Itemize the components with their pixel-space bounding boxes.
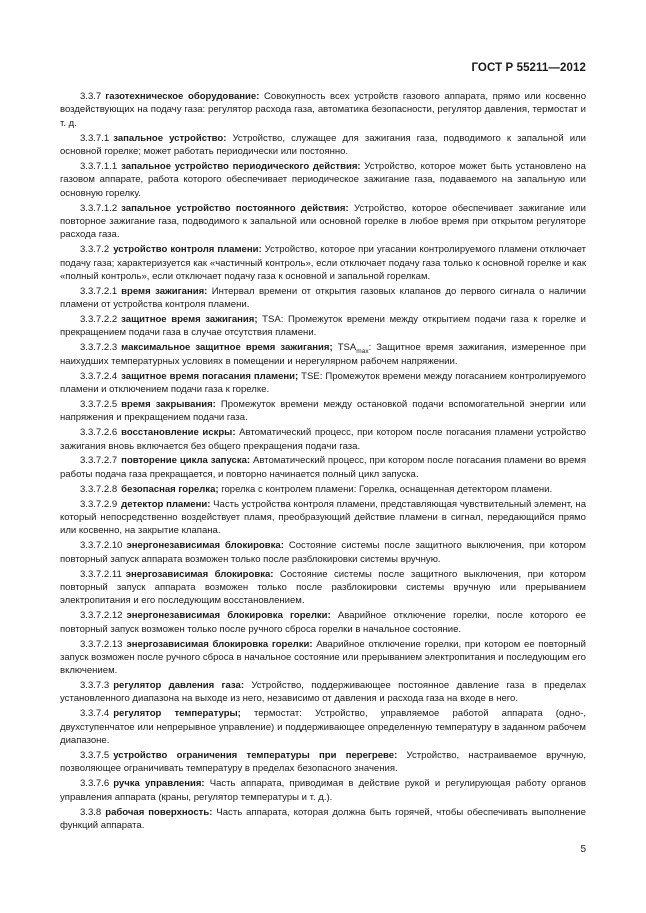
term-definition: горелка с контролем пламени: Горелка, оснащенная детектором пламени. [218, 483, 553, 495]
term-definition: Состояние системы после защитного выключения, при котором повторный запуск аппарата возможен только после разблокировки системы вручную или прерыванием электропитания и его последующим восстановлением. [60, 568, 586, 607]
term-definition: Устройство, настраиваемое вручную, позволяющее ограничивать температуру в пределах безопасного значения. [60, 750, 586, 775]
term-name: устройство ограничения температуры при перегреве: [113, 750, 398, 762]
term-number: 3.3.7.4 [80, 708, 110, 720]
term-number: 3.3.7.2 [80, 244, 110, 256]
term-definition: Промежуток времени между остановкой подачи вспомогательной энергии или напряжения и прекращением подачи газа. [60, 398, 586, 424]
term-symbol-subscript: max [356, 348, 369, 356]
term-definition: TSE: Промежуток времени между погасанием контролируемого пламени и отключением подачи газа к горелке. [60, 370, 586, 395]
term-number: 3.3.7.2.8 [80, 483, 118, 495]
term-entry [60, 90, 586, 130]
document-header: ГОСТ Р 55211—2012 [471, 62, 586, 74]
term-entry [60, 777, 586, 804]
term-number: 3.3.7.2.12 [80, 610, 123, 622]
term-number: 3.3.7.2.9 [80, 498, 118, 510]
term-definition: Совокупность всех устройств газового аппарата, прямо или косвенно воздействующих на подачу газа: регулятор расхода газа, автоматика безопасности, регулятор давления, термостат и т. д. [60, 91, 586, 129]
term-symbol: TSA [332, 342, 357, 354]
term-name: защитное время зажигания; [121, 314, 258, 326]
term-entry [60, 707, 586, 747]
term-entry [60, 398, 586, 425]
term-number: 3.3.7.2.10 [80, 540, 123, 552]
term-entry [60, 483, 586, 496]
term-definition: TSA: Промежуток времени между открытием подачи газа к горелке и прекращением подачи газа в случае отсутствия пламени. [60, 314, 587, 339]
term-entry [60, 313, 586, 340]
term-name: повторение цикла запуска: [121, 455, 251, 467]
term-definition: Устройство, которое при угасании контролируемого пламени отключает подачу газа; характеризуется как «частичный контроль», если отключает подачу газа только к основной горелке и как «полный контроль», если отключает подачу газа к основной и запальной горелкам. [60, 244, 586, 282]
term-entry [60, 806, 586, 833]
term-definition: Часть аппарата, приводимая в действие рукой и регулирующая работу органов управления аппарата (краны, регулятор температуры и т. д.). [60, 778, 586, 803]
term-number: 3.3.7.2.1 [80, 285, 118, 297]
term-name: безопасная горелка; [121, 483, 219, 495]
term-definition: Аварийное отключение горелки, после которого ее повторный запуск возможен только после ручного сброса горелки в начальное состояние. [60, 610, 586, 635]
term-definition: Интервал времени от открытия газовых клапанов до первого сигнала о наличии пламени от устройства контроля пламени. [60, 285, 586, 311]
term-name: время закрывания: [121, 398, 216, 410]
term-entry [60, 539, 586, 566]
term-definition: Устройство, поддерживающее постоянное давление газа в пределах установленного диапазона на выходе из него, независимо от давления и расхода газа на входе в него. [60, 680, 586, 705]
term-definition: Часть аппарата, которая должна быть горячей, чтобы обеспечивать выполнение функций аппарата. [60, 806, 586, 831]
term-name: энергозависимая блокировка: [125, 568, 274, 580]
term-entry [60, 498, 586, 538]
term-definition: Аварийное отключение горелки, при котором ее повторный запуск возможен после ручного сброса в начальное состояние или прерыванием электропитания и последующим его включением. [60, 638, 586, 677]
term-name: энергонезависимая блокировка горелки: [126, 610, 331, 622]
term-name: максимальное защитное время зажигания; [121, 342, 333, 354]
term-number: 3.3.8 [80, 806, 102, 818]
term-entry [60, 285, 586, 312]
term-number: 3.3.7.2.13 [80, 638, 123, 650]
term-definition: термостат: Устройство, управляемое работой аппарата (одно-, двухступенчатое или непрерывное управление) и поддерживающее определенную температуру в заданном рабочем диапазоне. [60, 708, 586, 747]
term-entry [60, 454, 586, 481]
term-name: устройство контроля пламени: [113, 244, 262, 256]
page-number: 5 [580, 844, 586, 855]
term-number: 3.3.7.1.1 [80, 160, 118, 172]
term-name: энергозависимая блокировка горелки: [126, 638, 313, 650]
term-number: 3.3.7.2.3 [80, 342, 118, 354]
term-number: 3.3.7.2.5 [80, 398, 118, 410]
term-entry [60, 609, 586, 636]
term-name: запальное устройство постоянного действия: [121, 202, 349, 214]
term-number: 3.3.7.5 [80, 750, 110, 762]
term-number: 3.3.7.1 [80, 132, 110, 144]
term-number: 3.3.7.2.4 [80, 370, 118, 382]
term-definition: Автоматический процесс, при котором после погасания пламени устройство зажигания вновь включается без общего прекращения подачи газа. [60, 427, 586, 452]
term-name: защитное время погасания пламени; [121, 370, 299, 382]
term-entry [60, 426, 586, 453]
term-name: газотехническое оборудование: [105, 91, 260, 102]
term-entry [60, 749, 586, 776]
term-entry [60, 160, 586, 200]
term-number: 3.3.7 [80, 91, 102, 102]
terms-list [60, 90, 586, 834]
term-entry [60, 638, 586, 678]
term-entry [60, 202, 586, 242]
term-definition: Устройство, которое обеспечивает зажигание или повторное зажигание газа, подводимого к запальной или основной горелке в любое время при открытом регуляторе расхода газа. [60, 202, 586, 241]
term-definition: Часть устройства контроля пламени, представляющая чувствительный элемент, на который непосредственно воздействует пламя, преобразующий действие пламени в сигнал, передающийся прямо или косвенно, на закрытие клапана. [60, 498, 586, 537]
term-name: регулятор давления газа: [113, 680, 245, 692]
term-definition: : Защитное время зажигания, измеренное при наихудших температурных условиях в помещении и нерегулярном рабочем напряжении. [60, 342, 586, 367]
term-entry [60, 341, 586, 368]
term-number: 3.3.7.3 [80, 680, 110, 692]
term-definition: Автоматический процесс, при котором после погасания пламени во время работы подача газа прекращается, и повторно начинается полный цикл запуска. [60, 455, 586, 480]
term-name: детектор пламени: [121, 498, 211, 510]
term-definition: Устройство, служащее для зажигания газа, подводимого к запальной или основной горелке; может работать периодически или постоянно. [60, 132, 586, 157]
term-entry [60, 679, 586, 706]
term-name: запальное устройство: [113, 132, 227, 144]
term-number: 3.3.7.1.2 [80, 202, 118, 214]
term-name: время зажигания: [121, 285, 208, 297]
term-number: 3.3.7.2.11 [80, 568, 122, 580]
term-number: 3.3.7.2.7 [80, 455, 118, 467]
term-entry [60, 568, 586, 608]
term-name: регулятор температуры; [113, 708, 241, 720]
term-name: рабочая поверхность: [105, 806, 213, 818]
term-entry [60, 132, 586, 159]
term-number: 3.3.7.2.6 [80, 427, 118, 439]
term-name: энергонезависимая блокировка: [126, 540, 284, 552]
term-name: ручка управления: [113, 778, 205, 790]
term-number: 3.3.7.2.2 [80, 314, 118, 326]
term-definition: Состояние системы после защитного выключения, при котором повторный запуск аппарата возможен только после разблокировки системы вручную. [60, 540, 586, 565]
term-name: запальное устройство периодического действия: [121, 160, 361, 172]
term-definition: Устройство, которое может быть установлено на газовом аппарате, работа которого обеспечивает периодическое зажигание газа, подаваемого на запальную или основную горелку. [60, 160, 586, 199]
term-name: восстановление искры: [121, 427, 236, 439]
term-number: 3.3.7.6 [80, 778, 110, 790]
term-entry [60, 370, 586, 397]
term-entry [60, 243, 586, 283]
